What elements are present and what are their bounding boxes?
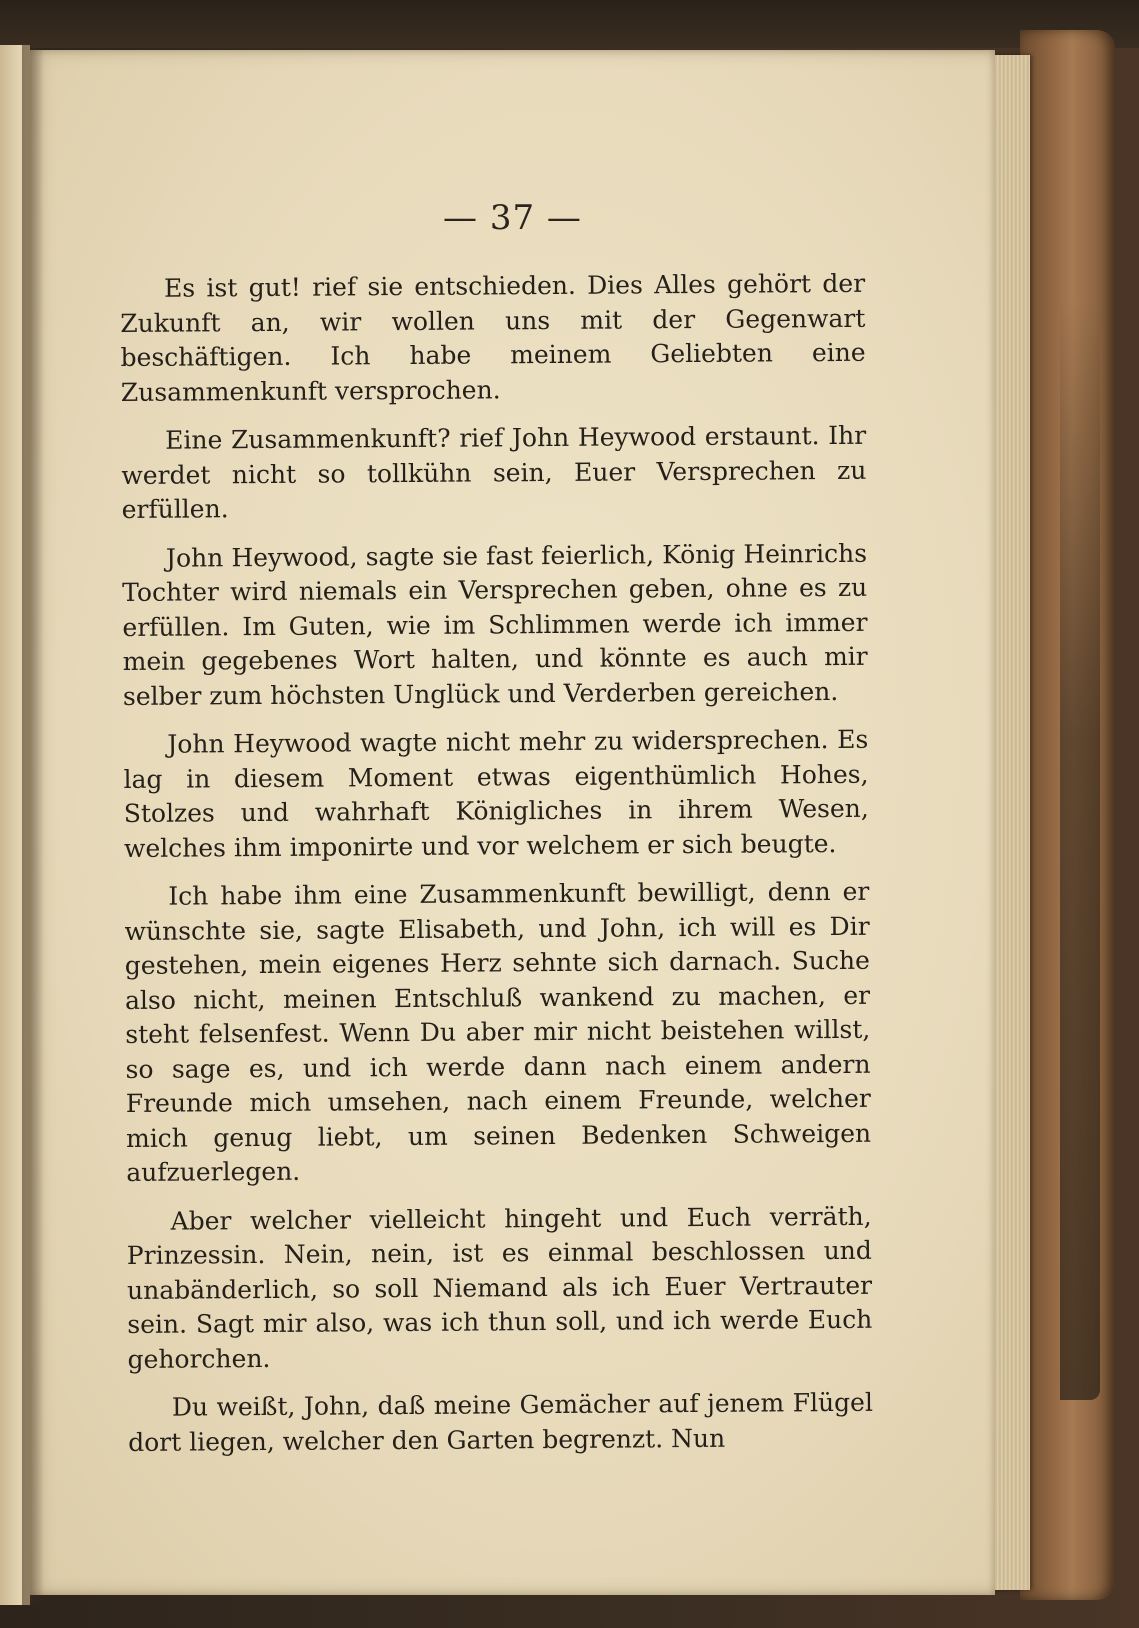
book-page bbox=[30, 50, 995, 1595]
page-number: — 37 — bbox=[443, 198, 582, 238]
paragraph: Eine Zusammenkunft? rief John Heywood erstaunt. Ihr werdet nicht so tollkühn sein, Euer Versprechen zu erfüllen. bbox=[121, 420, 867, 524]
paragraph: Ich habe ihm eine Zusammenkunft bewilligt, denn er wünschte sie, sagte Elisabeth, und John, ich will es Dir gestehen, mein eigenes Herz sehnte sich darnach. Suche also nicht, meinen Entschluß wankend zu machen, er steht felsenfest. Wenn Du aber mir nicht beistehen willst, so sage es, und ich werde dann nach einem andern Freunde mich umsehen, nach einem Freunde, welcher mich genug liebt, um seinen Bedenken Schweigen aufzuerlegen. bbox=[124, 876, 872, 1187]
paragraph: Aber welcher vielleicht hingeht und Euch verräth, Prinzessin. Nein, nein, ist es einmal beschlossen und unabänderlich, so soll Niemand als ich Euer Vertrauter sein. Sagt mir also, was ich thun soll, und ich werde Euch gehorchen. bbox=[126, 1201, 873, 1374]
page-text bbox=[120, 267, 873, 1474]
top-shadow-band bbox=[0, 0, 1139, 48]
paragraph: Es ist gut! rief sie entschieden. Dies Alles gehört der Zukunft an, wir wollen uns mit der Gegenwart beschäftigen. Ich habe meinem Geliebten eine Zusammenkunft versprochen. bbox=[120, 268, 866, 407]
paragraph: John Heywood wagte nicht mehr zu widersprechen. Es lag in diesem Moment etwas eigenthümlich Hohes, Stolzes und wahrhaft Königliches in ihrem Wesen, welches ihm imponirte und vor welchem er sich beugte. bbox=[123, 724, 869, 863]
paragraph: Du weißt, John, daß meine Gemächer auf jenem Flügel dort liegen, welcher den Garten begrenzt. Nun bbox=[128, 1387, 874, 1457]
book-gutter-shadow bbox=[22, 45, 44, 1605]
paragraph: John Heywood, sagte sie fast feierlich, König Heinrichs Tochter wird niemals ein Versprechen geben, ohne es zu erfüllen. Im Guten, wie im Schlimmen werde ich immer mein gegebenes Wort halten, und könnte es auch mir selber zum höchsten Unglück und Verderben gereichen. bbox=[122, 538, 868, 711]
page-stack-edge bbox=[990, 55, 1030, 1590]
book-cover-edge bbox=[1060, 300, 1100, 1400]
